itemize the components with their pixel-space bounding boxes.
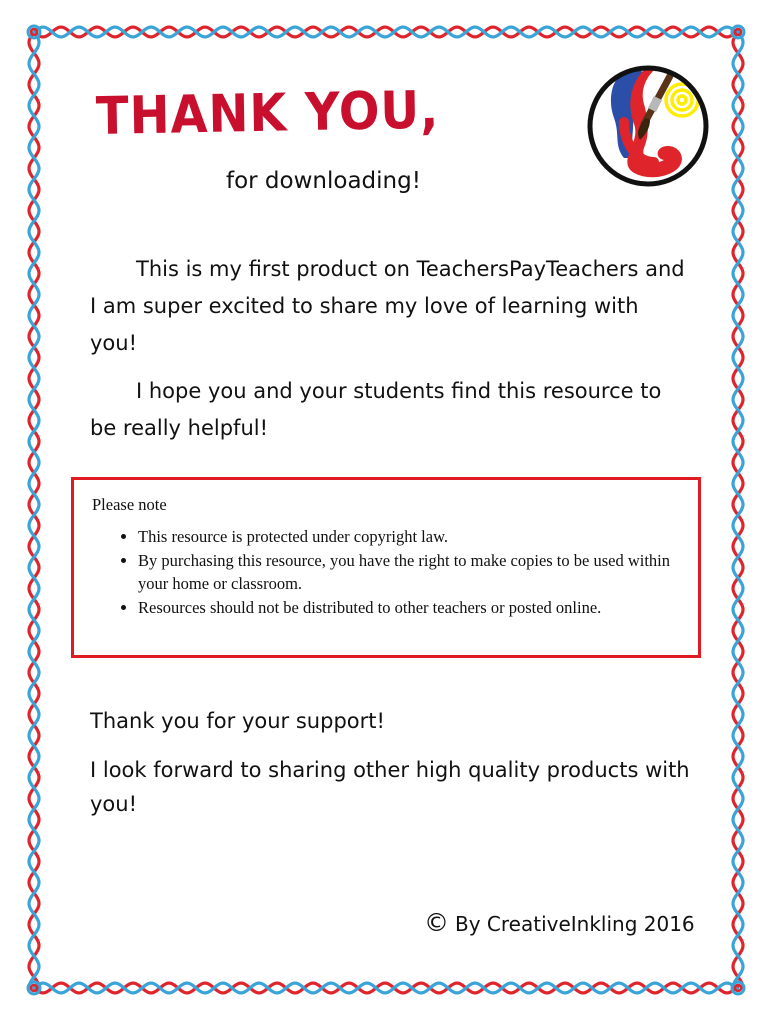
note-list bbox=[92, 525, 678, 619]
note-heading: Please note bbox=[92, 495, 167, 514]
closing-message: I look forward to sharing other high quality products with you! bbox=[90, 758, 690, 816]
copyright-credit bbox=[424, 908, 695, 937]
paintbrush-swirl-logo-icon bbox=[584, 62, 712, 190]
copyright-note-box bbox=[71, 477, 701, 658]
page-subtitle: for downloading! bbox=[226, 168, 421, 194]
intro-paragraph-2: I hope you and your students find this resource to be really helpful! bbox=[90, 379, 662, 440]
note-item: • This resource is protected under copyright law. bbox=[138, 525, 678, 548]
page-title: THANK YOU, bbox=[95, 80, 440, 147]
credit-text: By CreativeInkling 2016 bbox=[455, 912, 695, 936]
note-item: • Resources should not be distributed to other teachers or posted online. bbox=[138, 596, 678, 619]
closing-thanks: Thank you for your support! bbox=[90, 709, 385, 733]
copyright-symbol: © bbox=[424, 908, 449, 937]
note-item: • By purchasing this resource, you have the right to make copies to be used within your home or classroom. bbox=[138, 549, 678, 595]
intro-paragraph-1: This is my first product on TeachersPayTeachers and I am super excited to share my love of learning with you! bbox=[90, 257, 685, 355]
